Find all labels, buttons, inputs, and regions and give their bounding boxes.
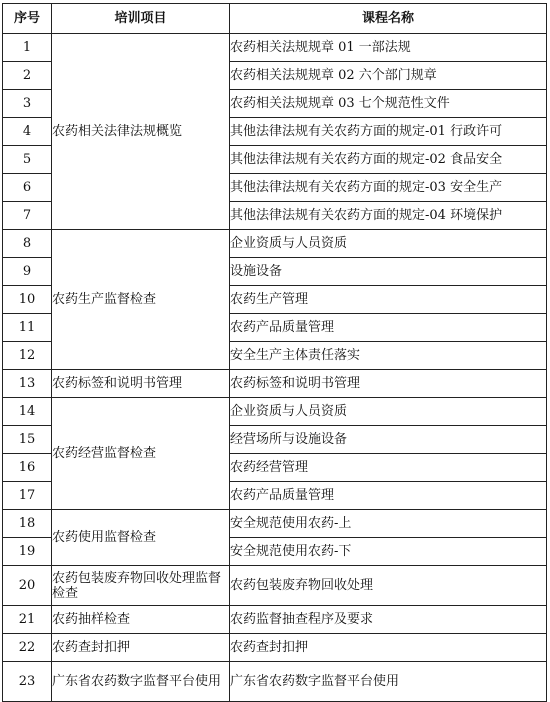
course-cell: 设施设备 (230, 258, 547, 286)
course-cell: 农药相关法规规章 01 一部法规 (230, 34, 547, 62)
course-cell: 安全规范使用农药-上 (230, 510, 547, 538)
course-cell: 其他法律法规有关农药方面的规定-01 行政许可 (230, 118, 547, 146)
table-row (3, 566, 547, 606)
table-row (3, 398, 547, 426)
course-cell: 农药相关法规规章 02 六个部门规章 (230, 62, 547, 90)
header-course: 课程名称 (230, 4, 547, 34)
project-cell: 农药相关法律法规概览 (52, 34, 230, 230)
row-number: 13 (3, 370, 52, 398)
course-cell: 其他法律法规有关农药方面的规定-02 食品安全 (230, 146, 547, 174)
row-number: 14 (3, 398, 52, 426)
table-header-row (3, 4, 547, 34)
course-cell: 农药产品质量管理 (230, 314, 547, 342)
project-cell: 农药包装废弃物回收处理监督检查 (52, 566, 230, 606)
course-cell: 安全生产主体责任落实 (230, 342, 547, 370)
project-cell: 农药使用监督检查 (52, 510, 230, 566)
course-cell: 企业资质与人员资质 (230, 230, 547, 258)
row-number: 1 (3, 34, 52, 62)
row-number: 5 (3, 146, 52, 174)
row-number: 8 (3, 230, 52, 258)
row-number: 22 (3, 634, 52, 662)
course-cell: 农药包装废弃物回收处理 (230, 566, 547, 606)
row-number: 15 (3, 426, 52, 454)
course-cell: 企业资质与人员资质 (230, 398, 547, 426)
project-cell: 农药标签和说明书管理 (52, 370, 230, 398)
course-cell: 其他法律法规有关农药方面的规定-04 环境保护 (230, 202, 547, 230)
row-number: 4 (3, 118, 52, 146)
header-project: 培训项目 (52, 4, 230, 34)
course-cell: 经营场所与设施设备 (230, 426, 547, 454)
course-cell: 农药生产管理 (230, 286, 547, 314)
course-cell: 农药经营管理 (230, 454, 547, 482)
row-number: 6 (3, 174, 52, 202)
course-cell: 广东省农药数字监督平台使用 (230, 662, 547, 702)
row-number: 7 (3, 202, 52, 230)
row-number: 16 (3, 454, 52, 482)
course-cell: 农药产品质量管理 (230, 482, 547, 510)
row-number: 21 (3, 606, 52, 634)
course-cell: 农药监督抽查程序及要求 (230, 606, 547, 634)
row-number: 11 (3, 314, 52, 342)
project-cell: 农药经营监督检查 (52, 398, 230, 510)
course-cell: 农药查封扣押 (230, 634, 547, 662)
table-row (3, 510, 547, 538)
row-number: 23 (3, 662, 52, 702)
table-row (3, 370, 547, 398)
course-cell: 农药相关法规规章 03 七个规范性文件 (230, 90, 547, 118)
project-cell: 农药生产监督检查 (52, 230, 230, 370)
table-row (3, 230, 547, 258)
table-row (3, 34, 547, 62)
header-no: 序号 (3, 4, 52, 34)
row-number: 10 (3, 286, 52, 314)
row-number: 2 (3, 62, 52, 90)
table-row (3, 662, 547, 702)
row-number: 20 (3, 566, 52, 606)
row-number: 17 (3, 482, 52, 510)
course-cell: 其他法律法规有关农药方面的规定-03 安全生产 (230, 174, 547, 202)
training-course-table (2, 3, 547, 702)
row-number: 3 (3, 90, 52, 118)
table-row (3, 606, 547, 634)
course-cell: 农药标签和说明书管理 (230, 370, 547, 398)
row-number: 9 (3, 258, 52, 286)
row-number: 12 (3, 342, 52, 370)
row-number: 18 (3, 510, 52, 538)
project-cell: 广东省农药数字监督平台使用 (52, 662, 230, 702)
course-cell: 安全规范使用农药-下 (230, 538, 547, 566)
project-cell: 农药抽样检查 (52, 606, 230, 634)
project-cell: 农药查封扣押 (52, 634, 230, 662)
table-row (3, 634, 547, 662)
row-number: 19 (3, 538, 52, 566)
